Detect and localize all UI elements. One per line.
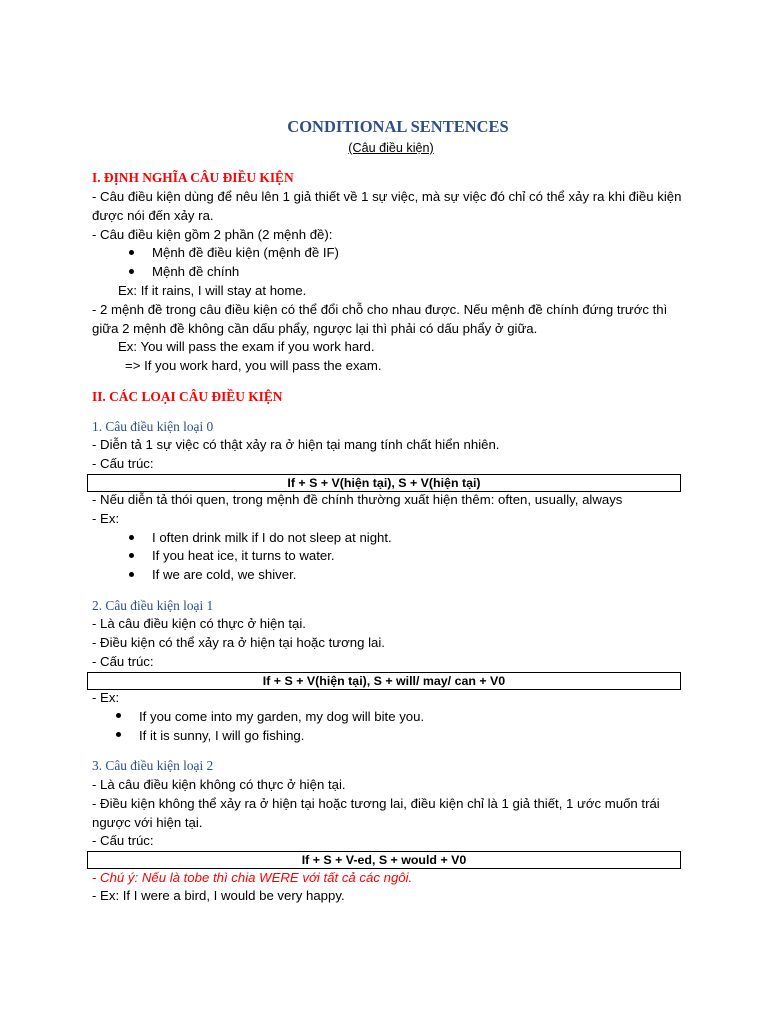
list-item: If it is sunny, I will go fishing. — [139, 728, 305, 743]
structure-label: - Cấu trúc: — [92, 833, 154, 848]
paragraph-line: ngược với hiện tại. — [92, 815, 203, 830]
paragraph-line: - 2 mệnh đề trong câu điều kiện có thể đổi chỗ cho nhau được. Nếu mệnh đề chính đứng trước thì — [92, 302, 668, 317]
example-line: - Ex: If I were a bird, I would be very happy. — [92, 888, 345, 903]
structure-label: - Cấu trúc: — [92, 654, 154, 669]
bullet-icon — [116, 732, 121, 737]
bullet-icon — [129, 553, 134, 558]
example-line: Ex: If it rains, I will stay at home. — [118, 283, 307, 298]
example-line: Ex: You will pass the exam if you work hard. — [118, 339, 375, 354]
type-2-heading: 3. Câu điều kiện loại 2 — [92, 758, 214, 773]
paragraph-line: - Là câu điều kiện có thực ở hiện tại. — [92, 616, 306, 631]
list-item: If you heat ice, it turns to water. — [152, 548, 335, 563]
bullet-icon — [129, 269, 134, 274]
paragraph-line: được nói đến xảy ra. — [92, 208, 214, 223]
formula-box-type-0: If + S + V(hiện tại), S + V(hiện tại) — [87, 474, 681, 492]
list-item: Mệnh đề chính — [152, 264, 240, 279]
paragraph-line: - Điều kiện có thể xảy ra ở hiện tại hoặc tương lai. — [92, 635, 385, 650]
section-1-heading: I. ĐỊNH NGHĨA CÂU ĐIỀU KIỆN — [92, 170, 294, 185]
document-title: CONDITIONAL SENTENCES — [287, 117, 509, 136]
note-line: - Chú ý: Nếu là tobe thì chia WERE với tất cả các ngôi. — [92, 870, 413, 885]
paragraph-line: - Điều kiện không thể xảy ra ở hiện tại hoặc tương lai, điều kiện chỉ là 1 giả thiết, 1 ước muốn trái — [92, 796, 660, 811]
example-label: - Ex: — [92, 511, 120, 526]
list-item: If we are cold, we shiver. — [152, 567, 297, 582]
type-1-heading: 2. Câu điều kiện loại 1 — [92, 598, 214, 613]
example-line: => If you work hard, you will pass the exam. — [125, 358, 382, 373]
type-0-heading: 1. Câu điều kiện loại 0 — [92, 419, 214, 434]
paragraph-line: - Nếu diễn tả thói quen, trong mệnh đề chính thường xuất hiện thêm: often, usually, always — [92, 492, 623, 507]
section-2-heading: II. CÁC LOẠI CÂU ĐIỀU KIỆN — [92, 389, 283, 404]
paragraph-line: - Diễn tả 1 sự việc có thật xảy ra ở hiện tại mang tính chất hiển nhiên. — [92, 437, 500, 452]
paragraph-line: - Là câu điều kiện không có thực ở hiện tại. — [92, 777, 346, 792]
example-label: - Ex: — [92, 690, 120, 705]
list-item: I often drink milk if I do not sleep at night. — [152, 530, 392, 545]
bullet-icon — [129, 250, 134, 255]
formula-box-type-2: If + S + V-ed, S + would + V0 — [87, 851, 681, 869]
paragraph-line: - Câu điều kiện gồm 2 phần (2 mệnh đề): — [92, 227, 333, 242]
document-subtitle: (Câu điều kiện) — [348, 141, 434, 155]
paragraph-line: giữa 2 mệnh đề không cần dấu phẩy, ngược lại thì phải có dấu phẩy ở giữa. — [92, 321, 538, 336]
formula-box-type-1: If + S + V(hiện tại), S + will/ may/ can + V0 — [87, 672, 681, 690]
bullet-icon — [129, 535, 134, 540]
paragraph-line: - Câu điều kiện dùng để nêu lên 1 giả thiết về 1 sự việc, mà sự việc đó chỉ có thể xảy ra khi điều kiện — [92, 189, 682, 204]
list-item: If you come into my garden, my dog will bite you. — [139, 709, 425, 724]
structure-label: - Cấu trúc: — [92, 456, 154, 471]
list-item: Mệnh đề điều kiện (mệnh đề IF) — [152, 245, 339, 260]
bullet-icon — [129, 572, 134, 577]
bullet-icon — [116, 713, 121, 718]
